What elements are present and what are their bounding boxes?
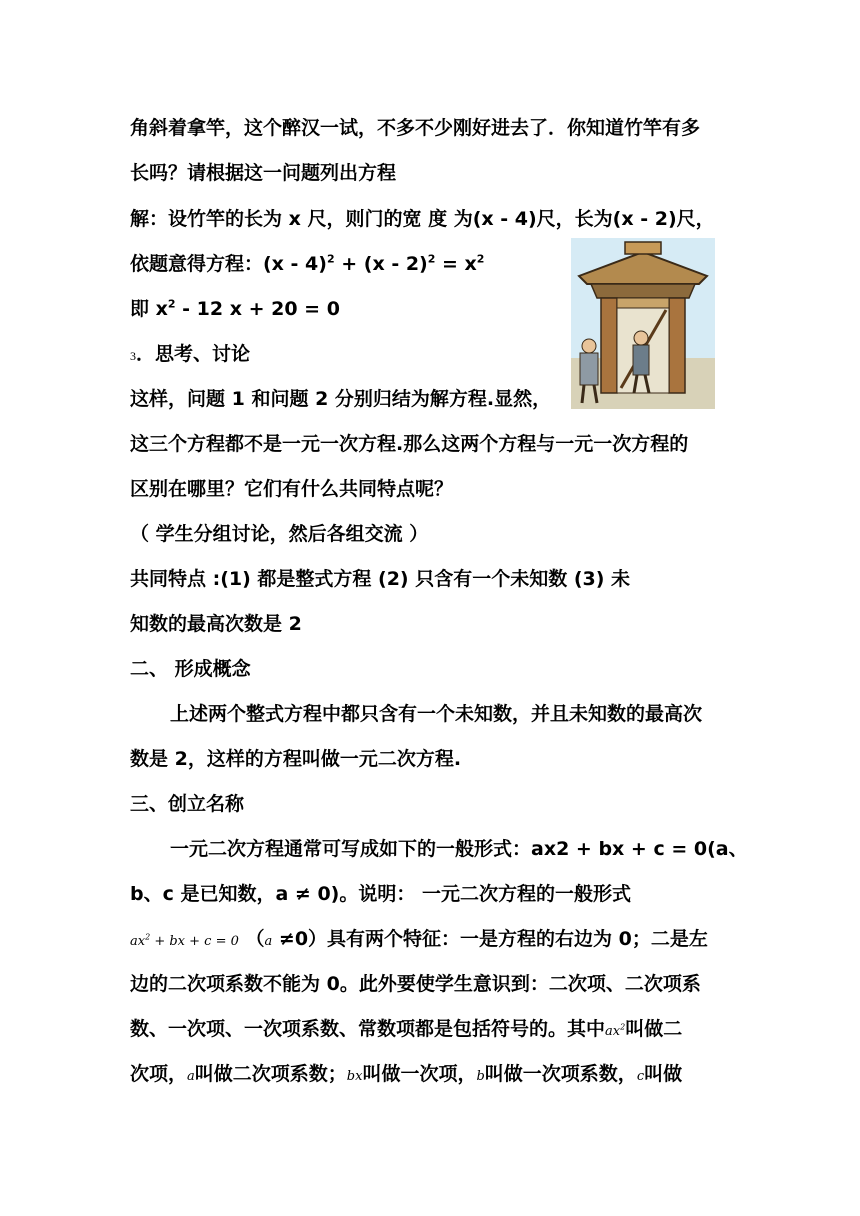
line-text: 叫做 (644, 1063, 683, 1085)
exponent: 2 (476, 252, 485, 266)
line-text: 角斜着拿竿，这个醉汉一试，不多不少刚好进去了．你知道竹竿有多 (130, 117, 701, 139)
var-bx: bx (346, 1069, 363, 1084)
equation-part: + (x - 2) (334, 253, 428, 275)
equation-part: = x (435, 253, 477, 275)
equation-line (130, 251, 570, 277)
line-text: 边的二次项系数不能为 0。此外要使学生意识到：二次项、二次项系 (130, 973, 701, 995)
text-line-22 (130, 1061, 730, 1090)
text-line-20 (130, 971, 730, 997)
section-title: 二、 形成概念 (130, 658, 251, 680)
line-text: 数是 2，这样的方程叫做一元二次方程. (130, 748, 462, 770)
paren: （ (245, 928, 265, 950)
line-text: 叫做一次项系数， (484, 1063, 637, 1085)
text-line-12 (130, 611, 730, 637)
text-line-14 (130, 701, 730, 727)
text-line-2 (130, 160, 730, 186)
line-text: 一元二次方程通常可写成如下的一般形式：ax2 + bx + c = 0(a、 (170, 838, 748, 860)
text-line-3 (130, 206, 730, 232)
exponent: 2 (167, 297, 176, 311)
exponent: 2 (620, 1022, 626, 1032)
equation-part: 即 x (130, 298, 168, 320)
var-c: c (636, 1069, 645, 1084)
illustration-svg (571, 238, 715, 409)
exponent: 2 (145, 932, 151, 942)
formula-part: + bx + c = 0 (150, 934, 239, 949)
text-line-9 (130, 476, 730, 502)
simplified-equation-line (130, 296, 570, 322)
line-text: 这三个方程都不是一元一次方程.那么这两个方程与一元一次方程的 (130, 433, 689, 455)
text-line-19 (130, 926, 730, 955)
line-text: 区别在哪里？它们有什么共同特点呢？ (130, 478, 454, 500)
section-title: ．思考、讨论 (136, 343, 251, 365)
line-text: 长吗？请根据这一问题列出方程 (130, 162, 397, 184)
general-form-formula (130, 934, 239, 949)
section-heading-3 (130, 341, 570, 369)
term-ax2 (605, 1024, 625, 1039)
text-line-7 (130, 386, 570, 412)
equation-part: - 12 x + 20 = 0 (175, 298, 340, 320)
line-text: 解：设竹竿的长为 x 尺，则门的宽 度 为(x - 4)尺，长为(x - 2)尺， (130, 208, 715, 230)
line-text: 数、一次项、一次项系数、常数项都是包括符号的。其中 (130, 1018, 606, 1040)
var-a: a (187, 1069, 195, 1084)
formula-part: ax (605, 1024, 621, 1039)
drunkard-pole-illustration (571, 238, 715, 409)
line-text: 这样，问题 1 和问题 2 分别归结为解方程.显然， (130, 388, 552, 410)
text-line-8 (130, 431, 730, 457)
text-line-21 (130, 1016, 730, 1045)
exponent: 2 (326, 252, 335, 266)
line-text: ≠0）具有两个特征：一是方程的右边为 0；二是左 (272, 928, 708, 950)
line-text: 叫做二 (625, 1018, 683, 1040)
line-text: 叫做二次项系数； (194, 1063, 347, 1085)
line-text: 上述两个整式方程中都只含有一个未知数，并且未知数的最高次 (170, 703, 703, 725)
section-heading-3b (130, 791, 730, 817)
var-a: a (264, 934, 273, 949)
text-line-17 (130, 836, 748, 862)
common-features-line (130, 566, 730, 592)
section-title: 三、创立名称 (130, 793, 245, 815)
text-line-15 (130, 746, 730, 772)
line-text: 叫做一次项， (362, 1063, 477, 1085)
text-line-1 (130, 115, 730, 141)
formula-part: ax (130, 934, 146, 949)
section-heading-2 (130, 656, 730, 682)
text-line-18 (130, 881, 730, 907)
section-number: 3 (130, 349, 136, 363)
equation-part: 依题意得方程：(x - 4) (130, 253, 327, 275)
line-text: （ 学生分组讨论，然后各组交流 ） (130, 523, 429, 545)
exponent: 2 (427, 252, 436, 266)
line-text: b、c 是已知数，a ≠ 0)。说明： 一元二次方程的一般形式 (130, 883, 631, 905)
line-text: 共同特点 :(1) 都是整式方程 (2) 只含有一个未知数 (3) 未 (130, 568, 631, 590)
line-text: 知数的最高次数是 2 (130, 613, 302, 635)
text-line-10 (130, 521, 730, 547)
line-text: 次项， (130, 1063, 188, 1085)
var-b: b (476, 1069, 485, 1084)
